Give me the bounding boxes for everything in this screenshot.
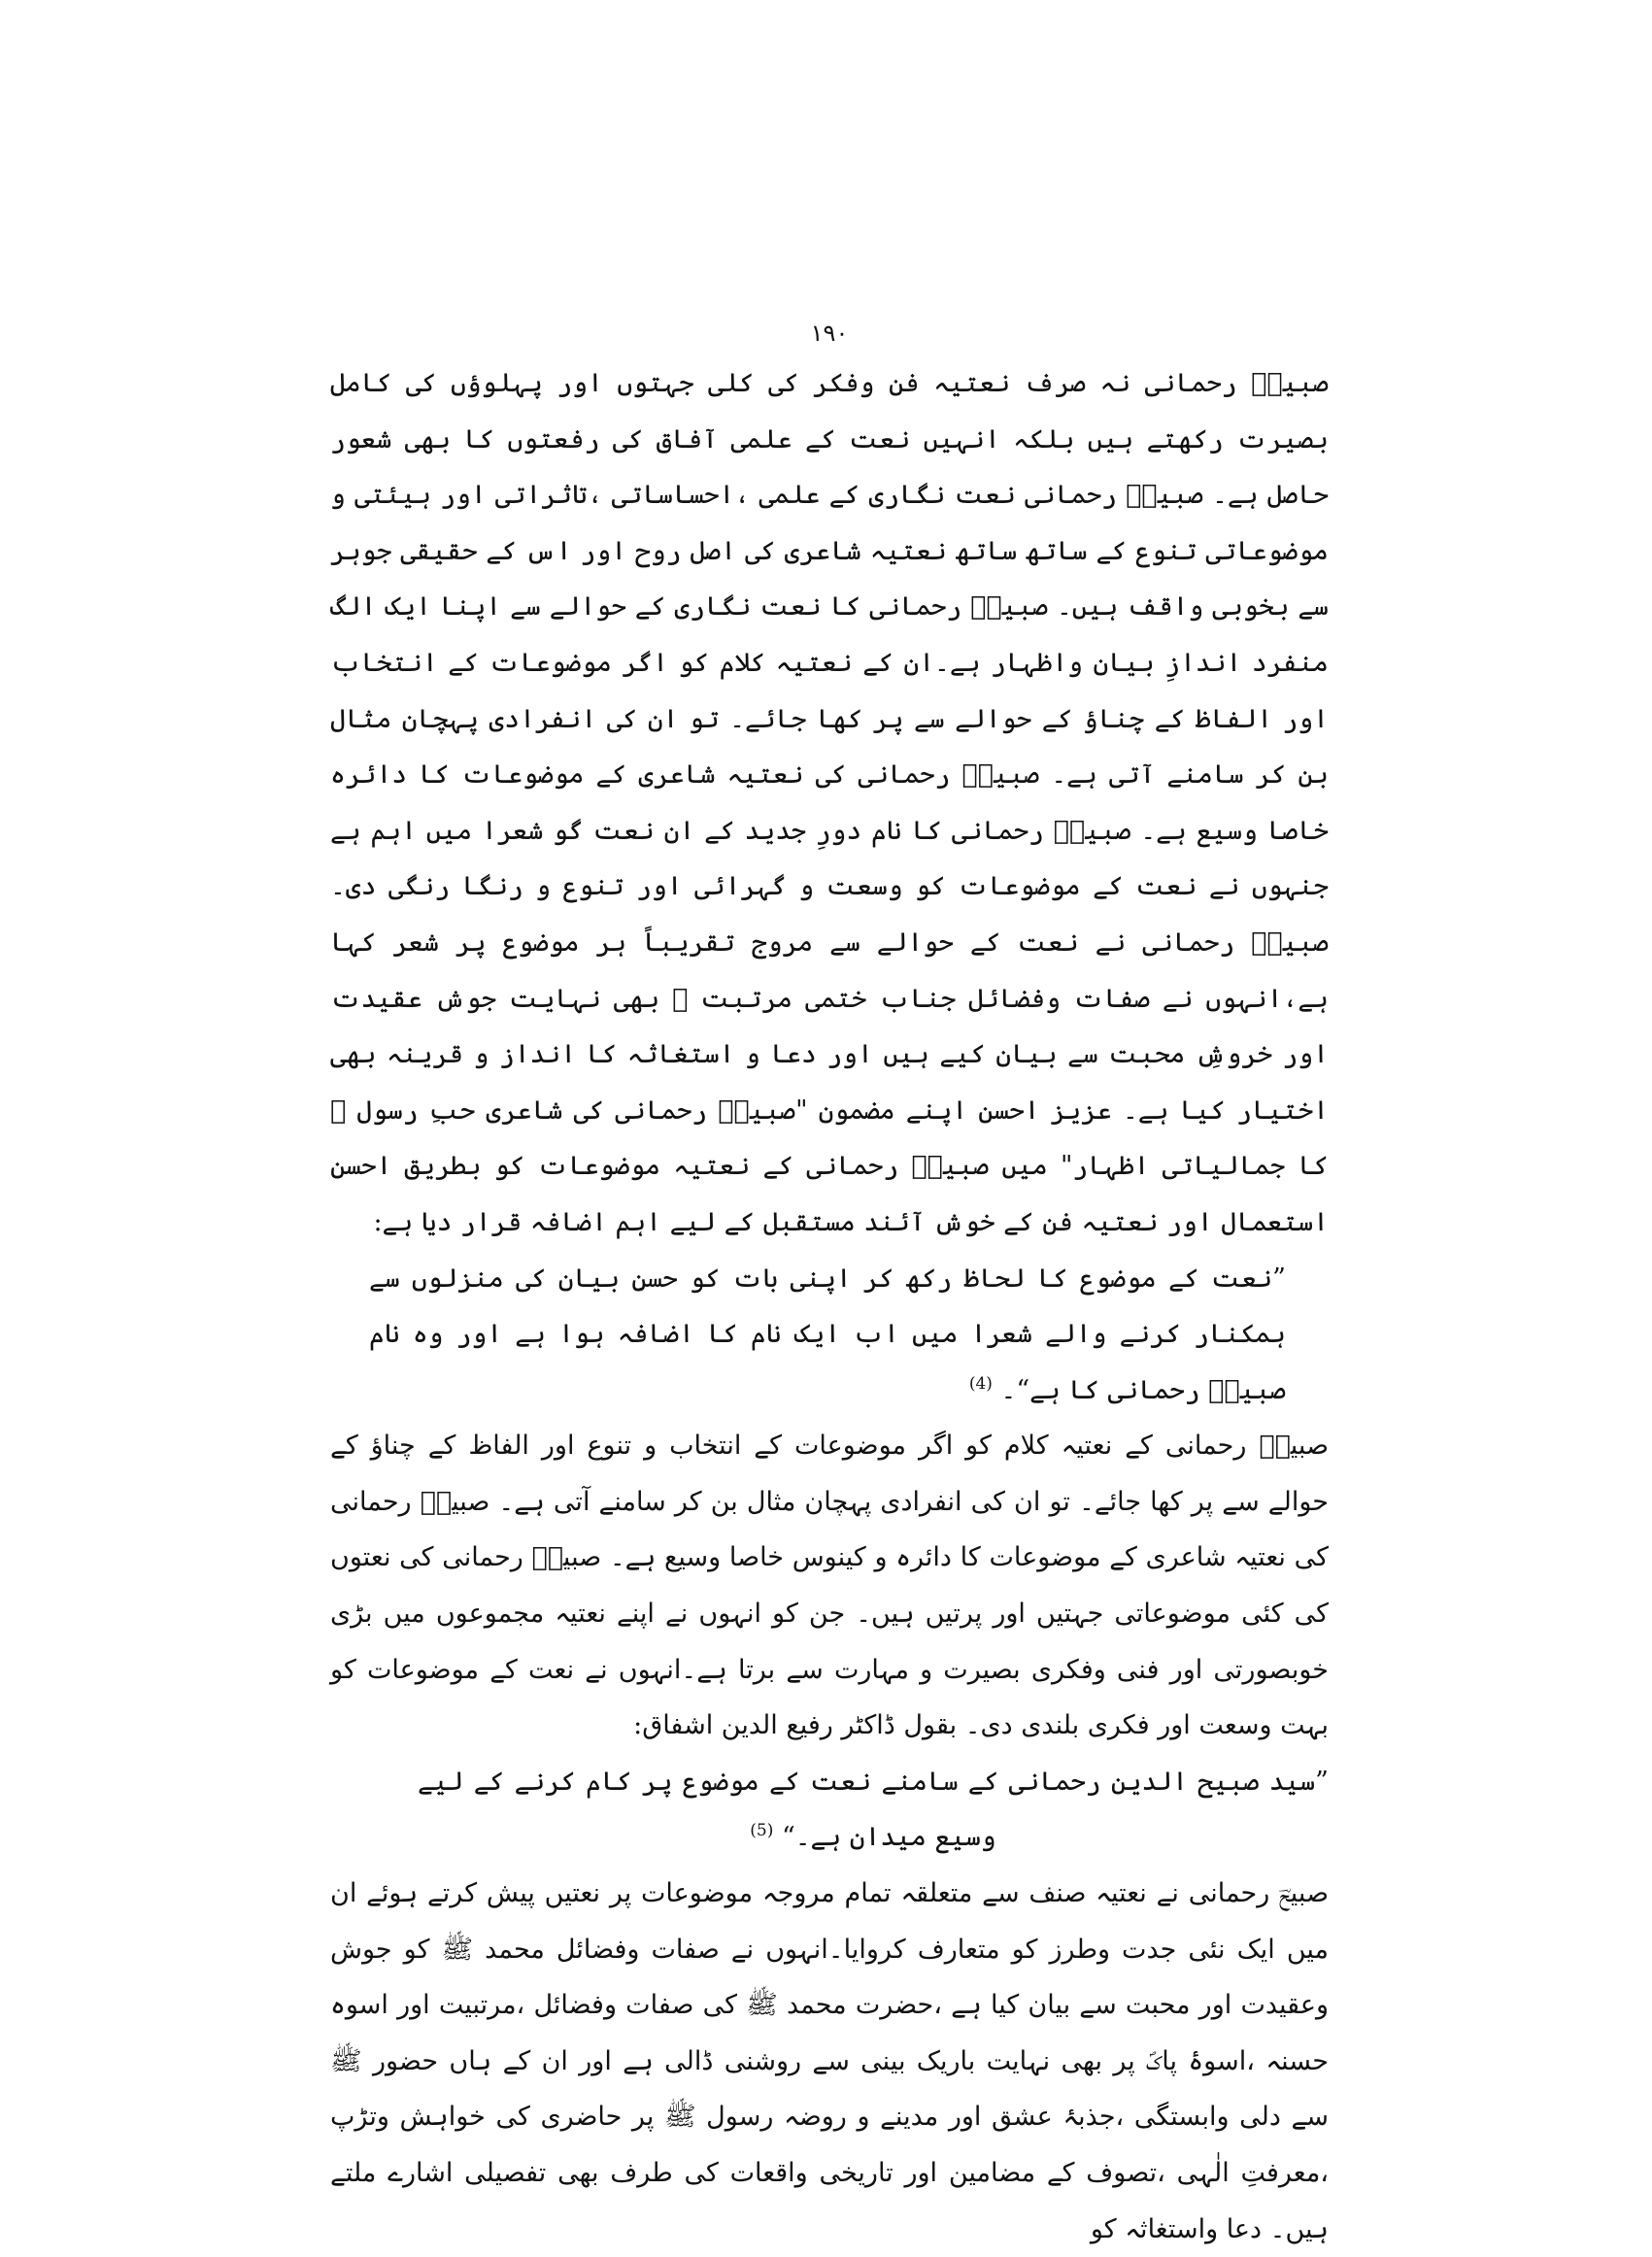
document-page — [330, 317, 1329, 2257]
footnote-ref: (4) — [968, 1373, 993, 1394]
quote-text: ”نعت کے موضوع کا لحاظ رکھ کر اپنی بات کو حسنِ بیان کی منزلوں سے ہمکنار کرنے والے شعرا میں اب ایک نام کا اضافہ ہوا ہے اور وہ نام صبیحؔ رحمانی کا ہے“۔ — [369, 1263, 1286, 1405]
block-quote-2 — [330, 1754, 1329, 1866]
block-quote-1 — [330, 1251, 1329, 1419]
paragraph-intro: صبیحؔ رحمانی نہ صرف نعتیہ فن وفکر کی کلی جہتوں اور پہلوؤں کی کامل بصیرت رکھتے ہیں بلکہ انہیں نعت کے علمی آفاق کی رفعتوں کا بھی شعور حاصل ہے۔ صبیحؔ رحمانی نعت نگاری کے علمی ،احساساتی ،تاثراتی اور ہیئتی و موضوعاتی تنوع کے ساتھ ساتھ نعتیہ شاعری کی اصل روح اور اس کے حقیقی جوہر سے بخوبی واقف ہیں۔ صبیحؔ رحمانی کا نعت نگاری کے حوالے سے اپنا ایک الگ منفرد اندازِ بیان واظہار ہے۔ان کے نعتیہ کلام کو اگر موضوعات کے انتخاب اور الفاظ کے چناؤ کے حوالے سے پر کھا جائے۔ تو ان کی انفرادی پہچان مثال بن کر سامنے آتی ہے۔ صبیحؔ رحمانی کی نعتیہ شاعری کے موضوعات کا دائرہ خاصا وسیع ہے۔ صبیحؔ رحمانی کا نام دورِ جدید کے ان نعت گو شعرا میں اہم ہے جنہوں نے نعت کے موضوعات کو وسعت و گہرائی اور تنوع و رنگا رنگی دی۔ صبیحؔ رحمانی نے نعت کے حوالے سے مروج تقریباً ہر موضوع پر شعر کہا ہے،انہوں نے صفات وفضائل جناب ختمی مرتبت ﷺ بھی نہایت جوش عقیدت اور خروشِ محبت سے بیان کیے ہیں اور دعا و استغاثہ کا انداز و قرینہ بھی اختیار کیا ہے۔ عزیز احسن اپنے مضمون "صبیحؔ رحمانی کی شاعری حبِ رسول ﷺ کا جمالیاتی اظہار" میں صبیحؔ رحمانی کے نعتیہ موضوعات کو بطریق احسن استعمال اور نعتیہ فن کے خوش آئند مستقبل کے لیے اہم اضافہ قرار دیا ہے: — [330, 368, 1329, 1237]
page-number: ۱۹۰ — [810, 320, 849, 347]
paragraph-themes: صبیحؔ رحمانی کے نعتیہ کلام کو اگر موضوعات کے انتخاب و تنوع اور الفاظ کے چناؤ کے حوالے سے پر کھا جائے۔ تو ان کی انفرادی پہچان مثال بن کر سامنے آتی ہے۔ صبیحؔ رحمانی کی نعتیہ شاعری کے موضوعات کا دائرہ و کینوس خاصا وسیع ہے۔ صبیحؔ رحمانی کی نعتوں کی کئی موضوعاتی جہتیں اور پرتیں ہیں۔ جن کو انہوں نے اپنے نعتیہ مجموعوں میں بڑی خوبصورتی اور فنی وفکری بصیرت و مہارت سے برتا ہے۔انہوں نے نعت کے موضوعات کو بہت وسعت اور فکری بلندی دی۔ بقول ڈاکٹر رفیع الدین اشفاق: — [330, 1431, 1329, 1741]
quote-text: ”سید صبیح الدین رحمانی کے سامنے نعت کے موضوع پر کام کرنے کے لیے وسیع میدان ہے۔“ — [418, 1766, 1329, 1853]
paragraph-innovation: صبیحؔ رحمانی نے نعتیہ صنف سے متعلقہ تمام مروجہ موضوعات پر نعتیں پیش کرتے ہوئے ان میں ایک نئی جدت وطرز کو متعارف کروایا۔انہوں نے صفات وفضائل محمد ﷺ کو جوش وعقیدت اور محبت سے بیان کیا ہے ،حضرت محمد ﷺ کی صفات وفضائل ،مرتبیت اور اسوہ حسنہ ،اسوۂ پاکؐ پر بھی نہایت باریک بینی سے روشنی ڈالی ہے اور ان کے ہاں حضور ﷺ سے دلی وابستگی ،جذبۂ عشق اور مدینے و روضہ رسول ﷺ پر حاضری کی خواہش وتڑپ ،معرفتِ الٰہی ،تصوف کے مضامین اور تاریخی واقعات کی طرف بھی تفصیلی اشارے ملتے ہیں۔ دعا واستغاثہ کو — [330, 1878, 1330, 2244]
footnote-ref: (5) — [750, 1821, 774, 1841]
